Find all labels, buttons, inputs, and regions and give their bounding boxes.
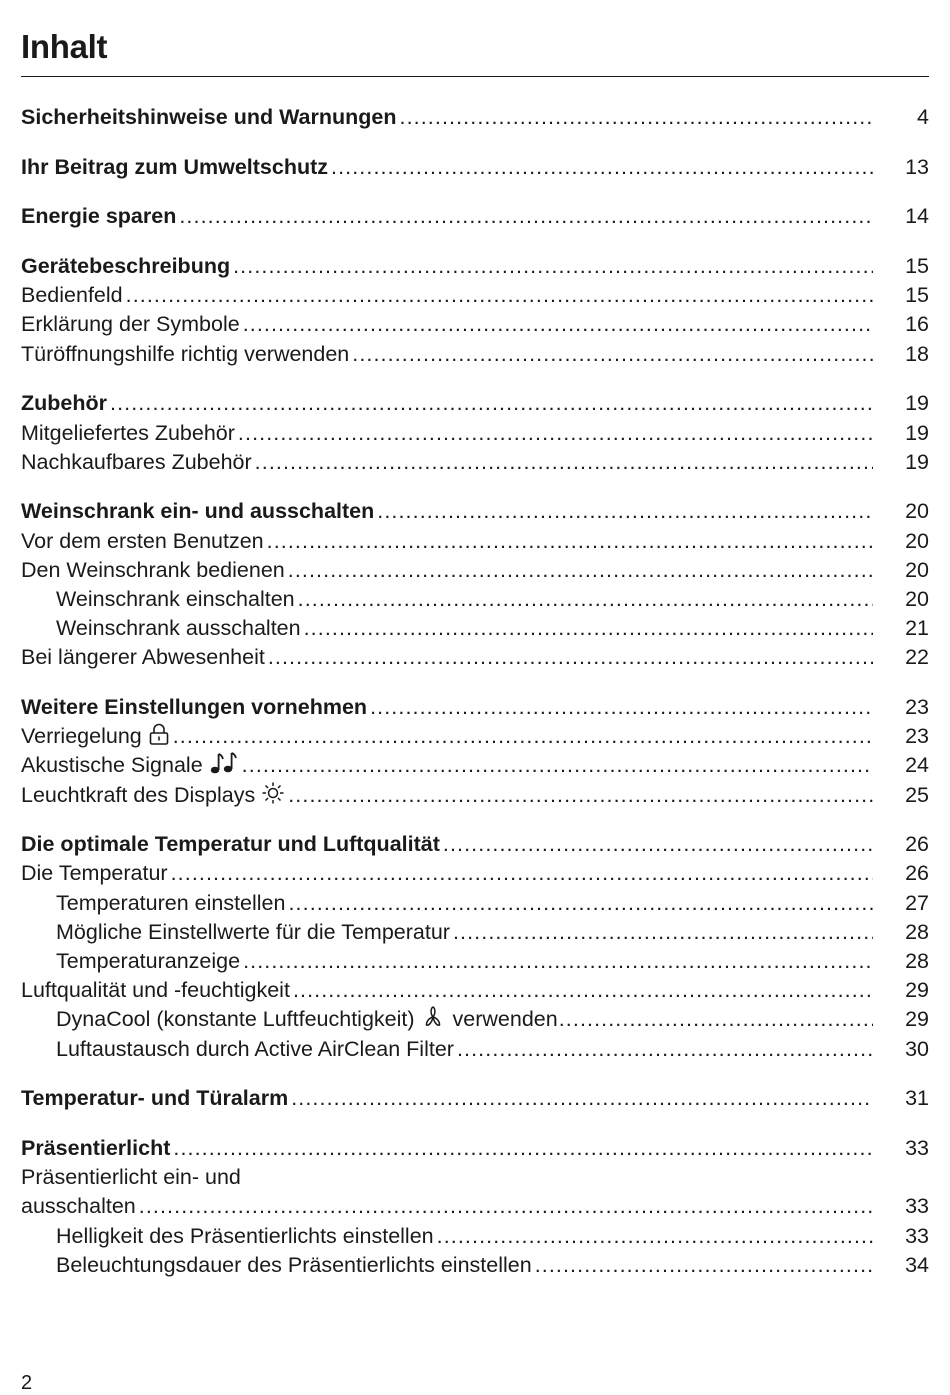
toc-page-number: 19 (905, 391, 929, 416)
toc-entry-optimale-temperatur[interactable] (21, 830, 929, 859)
toc-entry-weinschrank-ein-aus[interactable] (21, 497, 929, 526)
toc-page-number: 28 (905, 949, 929, 973)
toc-page-number: 28 (905, 919, 929, 944)
toc-entry-temperatur-tueralarm[interactable] (21, 1084, 929, 1113)
toc-entry-helligkeit-praesentierlicht[interactable] (21, 1222, 929, 1251)
dot-leader (331, 153, 873, 182)
toc-entry-weinschrank-bedienen[interactable] (21, 556, 929, 585)
toc-page-number: 33 (905, 1135, 929, 1160)
toc-entry-label: Erklärung der Symbole (21, 312, 240, 337)
dot-leader (173, 722, 873, 751)
toc-entry-label: Energie sparen (21, 204, 177, 229)
dot-leader (110, 389, 873, 418)
toc-entry-label: Temperaturanzeige (56, 949, 241, 973)
toc-page-number: 30 (905, 1036, 929, 1061)
toc-entry-label: Luftaustausch durch Active AirClean Filter (56, 1036, 454, 1061)
toc-entry-akustische-signale[interactable] (21, 751, 929, 780)
toc-entry-label-continued: ausschalten (21, 1194, 136, 1219)
dot-leader (304, 614, 873, 643)
dot-leader (255, 448, 873, 477)
toc-entry-beleuchtungsdauer[interactable] (21, 1251, 929, 1280)
toc-page-number: 15 (905, 283, 929, 308)
toc-entry-praesentierlicht-ein-aus[interactable] (21, 1192, 929, 1221)
toc-page-number: 31 (905, 1086, 929, 1111)
toc-entry-luftaustausch[interactable] (21, 1035, 929, 1064)
toc-page-number: 23 (905, 724, 929, 749)
toc-page-number: 20 (905, 499, 929, 524)
dot-leader (288, 889, 873, 918)
dot-leader (171, 859, 873, 888)
toc-entry-verriegelung[interactable] (21, 722, 929, 751)
toc-entry-geraetebeschreibung[interactable] (21, 252, 929, 281)
toc-entry-label: Die optimale Temperatur und Luftqualität (21, 832, 440, 857)
dot-leader (293, 976, 873, 1005)
toc-entry-weitere-einstellungen[interactable] (21, 693, 929, 722)
toc-entry-label: Beleuchtungsdauer des Präsentierlichts einstellen (56, 1252, 532, 1277)
toc-entry-leuchtkraft-display[interactable] (21, 781, 929, 810)
toc-entry-label: Helligkeit des Präsentierlichts einstellen (56, 1223, 434, 1248)
toc-page-number: 18 (905, 341, 929, 366)
dot-leader (268, 643, 873, 672)
toc-entry-praesentierlicht-ein-aus-line1[interactable]: Präsentierlicht ein- und (21, 1165, 241, 1190)
toc-entry-nachkaufbares-zubehoer[interactable] (21, 448, 929, 477)
dot-leader (243, 310, 873, 339)
toc-page-number: 26 (905, 861, 929, 886)
footer-page-number: 2 (21, 1372, 33, 1394)
dot-leader (437, 1222, 873, 1251)
toc-entry-einstellwerte-temperatur[interactable] (21, 918, 929, 947)
toc-entry-weinschrank-einschalten[interactable] (21, 585, 929, 614)
toc-page-number: 21 (905, 616, 929, 641)
toc-entry-laengere-abwesenheit[interactable] (21, 643, 929, 672)
toc-entry-label: Die Temperatur (21, 861, 168, 886)
toc-entry-label: Gerätebeschreibung (21, 254, 231, 279)
dot-leader (242, 751, 873, 780)
dot-leader (233, 252, 873, 281)
toc-entry-label: Bei längerer Abwesenheit (21, 645, 265, 670)
toc-entry-vor-dem-ersten-benutzen[interactable] (21, 527, 929, 556)
toc-entry-label: Nachkaufbares Zubehör (21, 449, 252, 474)
toc-page-number: 25 (905, 782, 929, 807)
dot-leader (126, 281, 873, 310)
toc-entry-tueroeffnungshilfe[interactable] (21, 340, 929, 369)
toc-page-number: 24 (905, 753, 929, 778)
toc-entry-weinschrank-ausschalten[interactable] (21, 614, 929, 643)
toc-page-number: 20 (905, 528, 929, 553)
dot-leader (400, 103, 873, 132)
toc-entry-label: Vor dem ersten Benutzen (21, 528, 264, 553)
music-notes-icon (209, 751, 239, 783)
toc-page-number: 33 (905, 1194, 929, 1219)
dot-leader (457, 1035, 873, 1064)
toc-page-number: 13 (905, 154, 929, 179)
dot-leader (559, 1005, 873, 1034)
toc-entry-label: Den Weinschrank bedienen (21, 557, 285, 582)
toc-page-number: 20 (905, 557, 929, 582)
toc-entry-label: Präsentierlicht (21, 1135, 171, 1160)
dot-leader (443, 830, 873, 859)
toc-page-number: 19 (905, 420, 929, 445)
dot-leader (173, 1134, 873, 1163)
dot-leader (267, 527, 873, 556)
dot-leader (352, 340, 873, 369)
toc-entry-label: Temperaturen einstellen (56, 890, 286, 915)
toc-entry-label: Ihr Beitrag zum Umweltschutz (21, 154, 329, 179)
toc-entry-label: Luftqualität und -feuchtigkeit (21, 978, 290, 1003)
toc-page-number: 29 (905, 1007, 929, 1032)
toc-entry-label: Bedienfeld (21, 283, 123, 308)
toc-entry-symbole[interactable] (21, 310, 929, 339)
table-of-contents (21, 103, 929, 1280)
toc-entry-label: Weinschrank einschalten (56, 586, 295, 611)
toc-entry-label: Sicherheitshinweise und Warnungen (21, 105, 397, 129)
dot-leader (291, 1084, 873, 1113)
toc-entry-label: Akustische Signale (21, 753, 203, 778)
sun-icon (261, 781, 285, 813)
toc-entry-label: Weinschrank ausschalten (56, 616, 301, 641)
toc-page-number: 29 (905, 978, 929, 1003)
toc-entry-temperaturen-einstellen[interactable] (21, 889, 929, 918)
toc-entry-label: Zubehör (21, 391, 107, 416)
toc-entry-label: Verriegelung (21, 724, 142, 749)
toc-page-number: 34 (905, 1252, 929, 1277)
toc-page-number: 26 (905, 832, 929, 857)
dot-leader (238, 419, 873, 448)
toc-entry-label: Temperatur- und Türalarm (21, 1086, 289, 1111)
toc-entry-umweltschutz[interactable] (21, 153, 929, 182)
dot-leader (243, 947, 873, 976)
dot-leader (288, 556, 873, 585)
toc-page-number: 16 (905, 312, 929, 337)
toc-entry-label: Leuchtkraft des Displays (21, 782, 256, 807)
toc-page-number: 22 (905, 645, 929, 670)
toc-entry-label: Weinschrank ein- und ausschalten (21, 499, 375, 524)
lock-icon (148, 722, 170, 754)
toc-entry-mitgeliefertes-zubehoer[interactable] (21, 419, 929, 448)
toc-page-number: 14 (905, 204, 929, 229)
toc-page-number: 33 (905, 1223, 929, 1248)
toc-page-number: 4 (917, 105, 929, 129)
toc-entry-label: Weitere Einstellungen vornehmen (21, 695, 368, 719)
toc-page-number: 27 (905, 890, 929, 915)
dot-leader (370, 693, 873, 722)
toc-entry-die-temperatur[interactable] (21, 859, 929, 888)
title-divider (21, 76, 929, 77)
dot-leader (298, 585, 873, 614)
dot-leader (179, 202, 873, 231)
toc-page-number: 19 (905, 449, 929, 474)
toc-page-number: 20 (905, 586, 929, 611)
toc-entry-sicherheitshinweise[interactable] (21, 103, 929, 132)
dot-leader (535, 1251, 873, 1280)
toc-entry-label: Mitgeliefertes Zubehör (21, 420, 235, 445)
dot-leader (139, 1192, 873, 1221)
toc-entry-label-suffix: verwenden (452, 1007, 558, 1032)
toc-entry-dynacool[interactable] (21, 1005, 929, 1034)
toc-page-number: 15 (905, 254, 929, 279)
toc-entry-energie-sparen[interactable] (21, 202, 929, 231)
toc-entry-temperaturanzeige[interactable] (21, 947, 929, 976)
dot-leader (288, 781, 873, 810)
toc-entry-zubehoer[interactable] (21, 389, 929, 418)
toc-entry-praesentierlicht[interactable] (21, 1134, 929, 1163)
dot-leader (377, 497, 873, 526)
toc-page-number: 23 (905, 695, 929, 719)
toc-entry-label: Mögliche Einstellwerte für die Temperatur (56, 919, 450, 944)
fan-icon (421, 1005, 445, 1037)
page-title: Inhalt (21, 28, 108, 65)
toc-entry-bedienfeld[interactable] (21, 281, 929, 310)
dot-leader (453, 918, 873, 947)
toc-entry-label: Türöffnungshilfe richtig verwenden (21, 341, 350, 366)
toc-entry-label: DynaCool (konstante Luftfeuchtigkeit) (56, 1007, 415, 1032)
toc-entry-luftqualitaet[interactable] (21, 976, 929, 1005)
